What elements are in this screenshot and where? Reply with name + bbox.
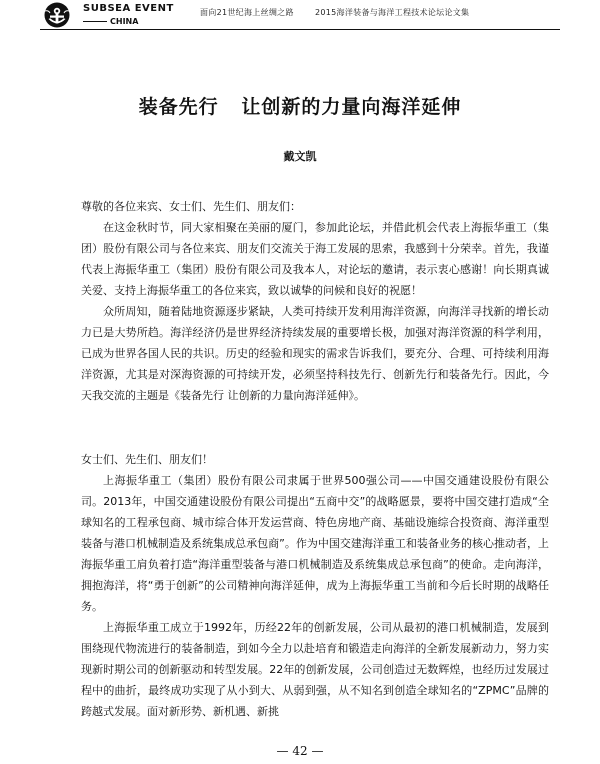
page-number: — 42 —: [276, 744, 324, 758]
header-conference-title: 面向21世纪海上丝绸之路: [200, 8, 294, 17]
paragraph: 上海振华重工成立于1992年，历经22年的创新发展，公司从最初的港口机械制造，发展到围绕现代物流进行的装备制造，到如今全力以赴培育和锻造走向海洋的全新发展新动力，努力实现新时期公司的创新驱动和转型发展。22年的创新发展，公司创造过无数辉煌，也经历过发展过程中的曲折，最终成功实现了从小到大、从弱到强，从不知名到创造全球知名的“ZPMC”品牌的跨越式发展。面对新形势、新机遇、新挑: [81, 621, 549, 718]
header-divider: [40, 29, 560, 30]
article-title: 装备先行 让创新的力量向海洋延伸: [138, 96, 462, 118]
brand-subtitle: [83, 17, 138, 26]
page-header: [0, 0, 600, 30]
section-1: [81, 196, 549, 406]
paragraph: 众所周知，随着陆地资源逐步紧缺，人类可持续开发利用海洋资源，向海洋寻找新的增长动力已是大势所趋。海洋经济仍是世界经济持续发展的重要增长极，加强对海洋资源的科学利用，已成为世界各国人民的共识。历史的经验和现实的需求告诉我们，要充分、合理、可持续利用海洋资源，尤其是对深海资源的可持续开发，必须坚持科技先行、创新先行和装备先行。因此，今天我交流的主题是《装备先行 让创新的力量向海洋延伸》。: [81, 305, 549, 402]
salutation: 女士们、先生们、朋友们！: [81, 453, 213, 466]
article-author: 戴文凯: [283, 150, 317, 163]
brand-name: SUBSEA EVENT: [83, 3, 174, 14]
brand-sub-label: CHINA: [110, 17, 139, 26]
paragraph: 在这金秋时节，同大家相聚在美丽的厦门，参加此论坛，并借此机会代表上海振华重工（集团）股份有限公司与各位来宾、朋友们交流关于海工发展的思索，我感到十分荣幸。首先，我谨代表上海振华重工（集团）股份有限公司及我本人，对论坛的邀请，表示衷心感谢！向长期真诚关爱、支持上海振华重工的各位来宾，致以诚挚的问候和良好的祝愿！: [81, 221, 549, 297]
subsea-event-logo-icon: [40, 2, 74, 28]
header-proceedings-title: 2015海洋装备与海洋工程技术论坛论文集: [315, 8, 470, 17]
salutation: 尊敬的各位来宾、女士们、先生们、朋友们：: [81, 200, 301, 213]
section-2: [81, 449, 549, 722]
paragraph: 上海振华重工（集团）股份有限公司隶属于世界500强公司——中国交通建设股份有限公司。2013年，中国交通建设股份有限公司提出“五商中交”的战略愿景，要将中国交建打造成“全球知名的工程承包商、城市综合体开发运营商、特色房地产商、基础设施综合投资商、海洋重型装备与港口机械制造及系统集成总承包商”。作为中国交建海洋重工和装备业务的核心推动者，上海振华重工肩负着打造“海洋重型装备与港口机械制造及系统集成总承包商”的使命。走向海洋，拥抱海洋，将“勇于创新”的公司精神向海洋延伸，成为上海振华重工当前和今后长时期的战略任务。: [81, 474, 549, 613]
